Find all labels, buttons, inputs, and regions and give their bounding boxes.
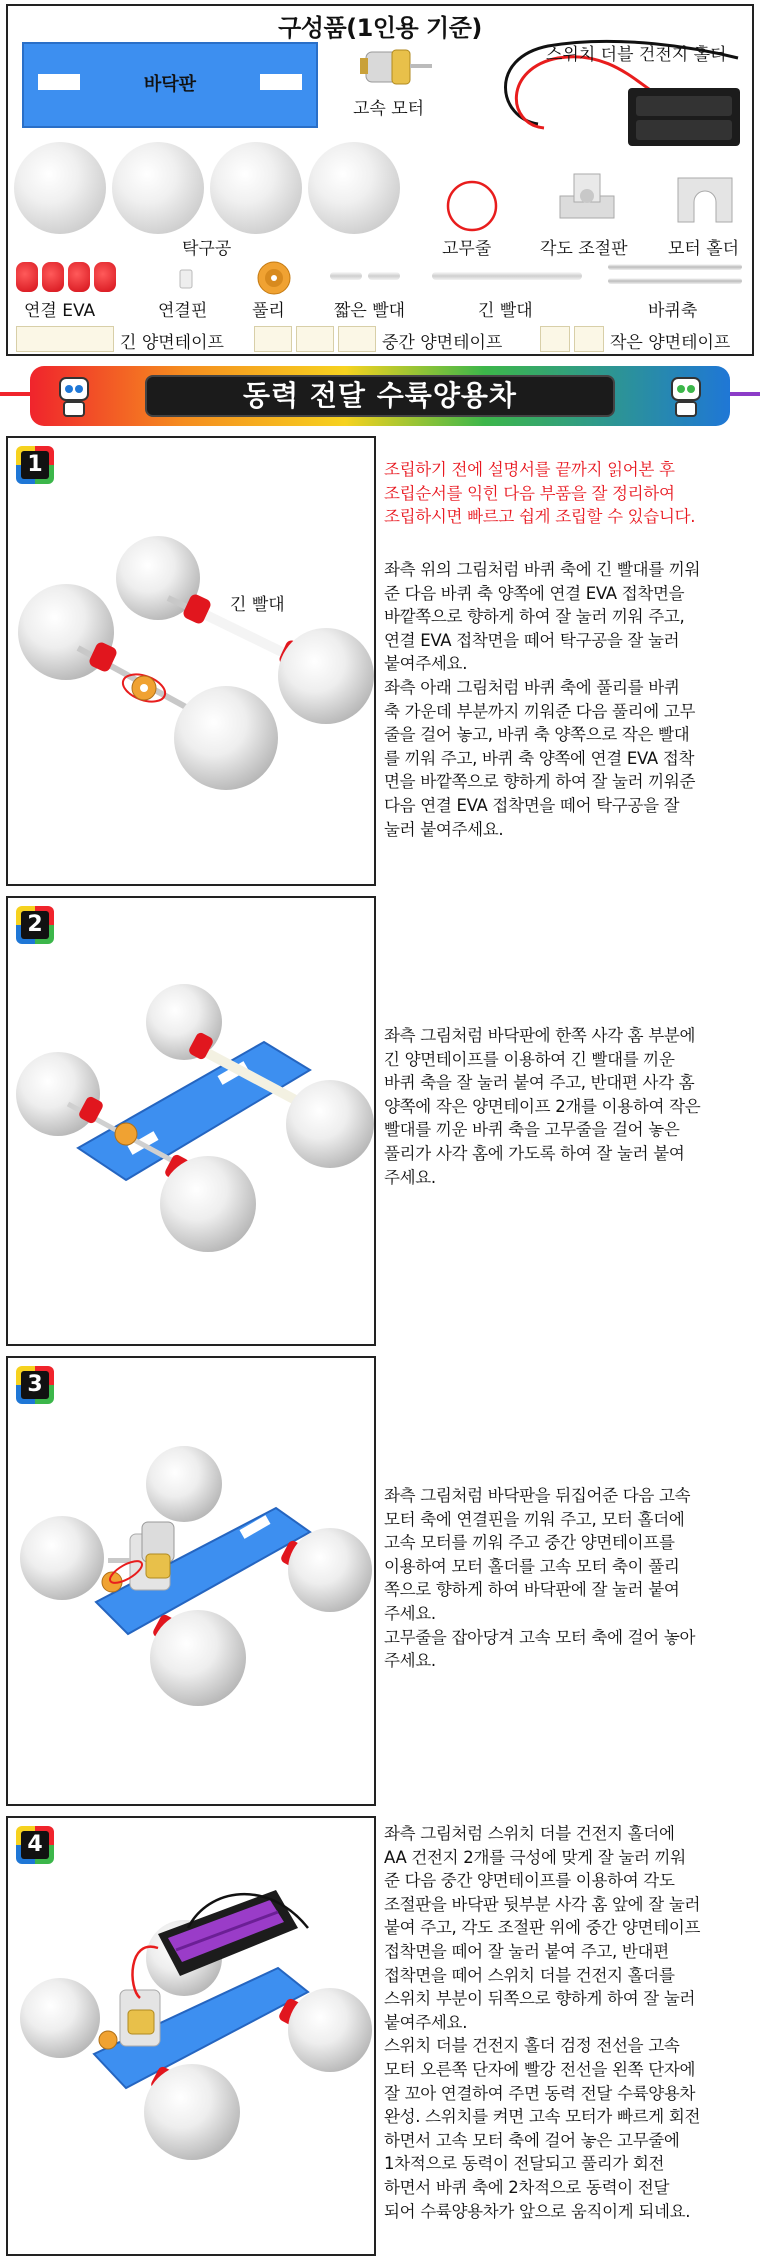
axle-1	[608, 264, 742, 270]
parts-title: 구성품(1인용 기준)	[278, 14, 482, 42]
long-straw-callout: 긴 빨대	[230, 595, 285, 615]
long-straw	[432, 272, 582, 280]
short-straw-2	[368, 272, 400, 280]
rubber-band-label: 고무줄	[442, 239, 492, 259]
pulley-label: 풀리	[252, 301, 285, 321]
pin-image	[176, 268, 196, 290]
step-4-badge: 4	[16, 1826, 54, 1864]
motor-holder-image	[672, 166, 738, 230]
parts-list-panel	[6, 4, 754, 356]
ping-pong-label: 탁구공	[182, 239, 232, 259]
ping-pong-ball-2	[112, 142, 204, 234]
eva-piece-2	[42, 262, 64, 292]
eva-piece-1	[16, 262, 38, 292]
ping-pong-ball-3	[210, 142, 302, 234]
step-3-badge: 3	[16, 1366, 54, 1404]
motor-image	[358, 40, 438, 96]
axle-2	[608, 278, 742, 284]
banner-line-right	[730, 392, 760, 396]
long-straw-label: 긴 빨대	[478, 301, 533, 321]
eva-piece-4	[94, 262, 116, 292]
step-2-text: 좌측 그림처럼 바닥판에 한쪽 사각 홈 부분에 긴 양면테이프를 이용하여 긴 빨대를 끼운 바퀴 축을 잘 눌러 붙여 주고, 반대편 사각 홈 양쪽에 작은 양면테이프 2개를 이용하여 작은 빨대를 끼운 바퀴 축을 고무줄을 걸어 놓은 풀리가 사각 홈에 가도록 하여 잘 눌러 붙여 주세요.	[384, 1026, 701, 1187]
ping-pong-ball-1	[14, 142, 106, 234]
base-board-label: 바닥판	[143, 74, 197, 95]
battery-holder-label: 스위치 더블 건전지 홀더	[546, 45, 727, 65]
mid-tape-image-3	[338, 326, 376, 352]
long-tape-label: 긴 양면테이프	[120, 333, 224, 353]
ping-pong-ball-4	[308, 142, 400, 234]
small-tape-label: 작은 양면테이프	[610, 333, 731, 353]
angle-plate-label: 각도 조절판	[540, 239, 628, 259]
pin-label: 연결핀	[158, 301, 208, 321]
step-3-illustration	[6, 1356, 376, 1806]
robot-icon-right	[662, 372, 710, 420]
banner-title: 동력 전달 수륙양용차	[145, 375, 615, 417]
step-2-badge: 2	[16, 906, 54, 944]
small-tape-image-1	[540, 326, 570, 352]
step-2-diagram	[8, 898, 374, 1344]
long-tape-image	[16, 326, 114, 352]
short-straw-1	[330, 272, 362, 280]
rubber-band-image	[442, 176, 502, 236]
mid-tape-image-1	[254, 326, 292, 352]
step-3-diagram	[8, 1358, 374, 1804]
step-4-illustration	[6, 1816, 376, 2256]
title-banner	[30, 366, 730, 426]
step-1-illustration	[6, 436, 376, 886]
base-board-image	[22, 42, 318, 128]
step-1-badge: 1	[16, 446, 54, 484]
motor-holder-label: 모터 홀더	[668, 239, 740, 259]
robot-icon-left	[50, 372, 98, 420]
step-2-illustration	[6, 896, 376, 1346]
axle-label: 바퀴축	[648, 301, 698, 321]
mid-tape-label: 중간 양면테이프	[382, 333, 503, 353]
small-tape-image-2	[574, 326, 604, 352]
step-1-intro: 조립하기 전에 설명서를 끝까지 읽어본 후 조립순서를 익힌 다음 부품을 잘 정리하여 조립하시면 빠르고 쉽게 조립할 수 있습니다.	[384, 460, 696, 527]
short-straw-label: 짧은 빨대	[334, 301, 406, 321]
banner-line-left	[0, 392, 30, 396]
step-4-text: 좌측 그림처럼 스위치 더블 건전지 홀더에 AA 건전지 2개를 극성에 맞게 잘 눌러 끼워 준 다음 중간 양면테이프를 이용하여 각도 조절판을 바닥판 뒷부분 사각 홈 앞에 잘 눌러 붙여 주고, 각도 조절판 위에 중간 양면테이프 접착면을 떼어 잘 눌러 붙여 주고, 반대편 접착면을 떼어 스위치 더블 건전지 홀더를 스위치 부분이 뒤쪽으로 향하게 하여 잘 눌러 붙여주세요. 스위치 더블 건전지 홀더 검정 전선을 고속 모터 오른쪽 단자에 빨강 전선을 왼쪽 단자에 잘 꼬아 연결하여 주면 동력 전달 수륙양용차 완성. 스위치를 켜면 고속 모터가 빠르게 회전 하면서 고속 모터 축에 걸어 놓은 고무줄에 1차적으로 동력이 전달되고 풀리가 회전 하면서 바퀴 축에 2차적으로 동력이 전달 되어 수륙양용차가 앞으로 움직이게 되네요.	[384, 1824, 701, 2221]
mid-tape-image-2	[296, 326, 334, 352]
motor-label: 고속 모터	[353, 99, 425, 119]
pulley-image	[256, 260, 292, 296]
step-1-diagram	[8, 438, 374, 884]
eva-label: 연결 EVA	[24, 301, 96, 321]
angle-plate-image	[554, 166, 620, 230]
step-1-text: 좌측 위의 그림처럼 바퀴 축에 긴 빨대를 끼워 준 다음 바퀴 축 양쪽에 연결 EVA 접착면을 바깥쪽으로 향하게 하여 잘 눌러 끼워 주고, 연결 EVA 접착면을 떼어 탁구공을 잘 눌러 붙여주세요. 좌측 아래 그림처럼 바퀴 축에 풀리를 바퀴 축 가운데 부분까지 끼워준 다음 풀리에 고무 줄을 걸어 놓고, 바퀴 축 양쪽으로 작은 빨대 를 끼워 주고, 바퀴 축 양쪽에 연결 EVA 접착 면을 바깥쪽으로 향하게 하여 잘 눌러 끼워준 다음 연결 EVA 접착면을 떼어 탁구공을 잘 눌러 붙여주세요.	[384, 560, 701, 839]
step-3-text: 좌측 그림처럼 바닥판을 뒤집어준 다음 고속 모터 축에 연결핀을 끼워 주고, 모터 홀더에 고속 모터를 끼워 주고 중간 양면테이프를 이용하여 모터 홀더를 고속 모터 축이 풀리 쪽으로 향하게 하여 바닥판에 잘 눌러 붙여 주세요. 고무줄을 잡아당겨 고속 모터 축에 걸어 놓아 주세요.	[384, 1486, 696, 1671]
eva-piece-3	[68, 262, 90, 292]
step-4-diagram	[8, 1818, 374, 2254]
